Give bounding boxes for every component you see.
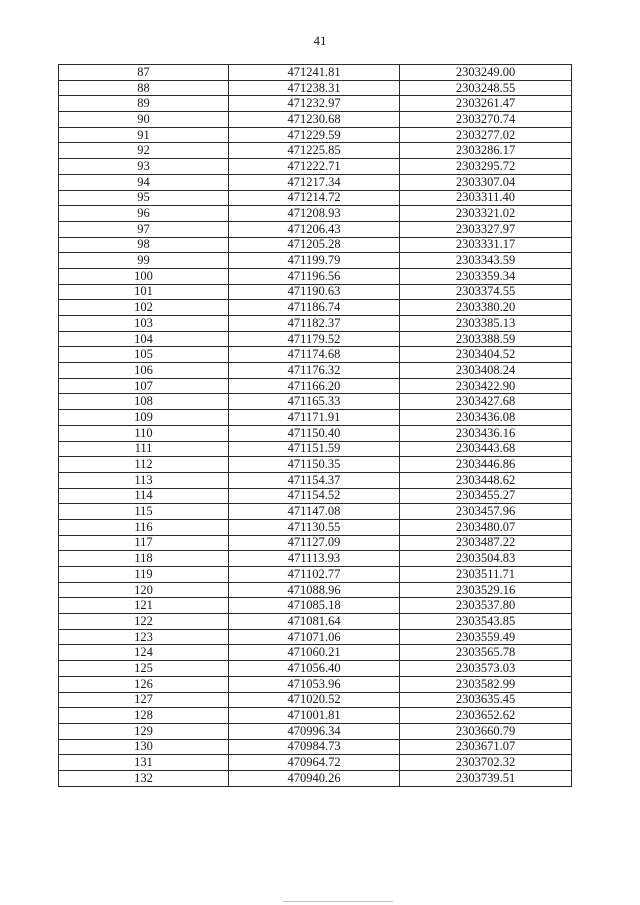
table-row [59, 65, 572, 81]
point-number-cell: 111 [59, 441, 229, 457]
x-coordinate-cell: 471085.18 [229, 598, 400, 614]
point-number-cell: 103 [59, 316, 229, 332]
y-coordinate-cell: 2303307.04 [400, 174, 572, 190]
x-coordinate-cell: 471232.97 [229, 96, 400, 112]
x-coordinate-cell: 470940.26 [229, 770, 400, 786]
x-coordinate-cell: 471102.77 [229, 567, 400, 583]
point-number-cell: 107 [59, 378, 229, 394]
y-coordinate-cell: 2303457.96 [400, 504, 572, 520]
point-number-cell: 132 [59, 770, 229, 786]
y-coordinate-cell: 2303380.20 [400, 300, 572, 316]
table-row [59, 472, 572, 488]
point-number-cell: 128 [59, 708, 229, 724]
y-coordinate-cell: 2303448.62 [400, 472, 572, 488]
table-row [59, 159, 572, 175]
y-coordinate-cell: 2303422.90 [400, 378, 572, 394]
x-coordinate-cell: 471190.63 [229, 284, 400, 300]
x-coordinate-cell: 471151.59 [229, 441, 400, 457]
table-row [59, 425, 572, 441]
table-row [59, 127, 572, 143]
y-coordinate-cell: 2303652.62 [400, 708, 572, 724]
coordinates-table-body [59, 65, 572, 787]
x-coordinate-cell: 471127.09 [229, 535, 400, 551]
table-row [59, 770, 572, 786]
x-coordinate-cell: 471113.93 [229, 551, 400, 567]
x-coordinate-cell: 471241.81 [229, 65, 400, 81]
point-number-cell: 110 [59, 425, 229, 441]
y-coordinate-cell: 2303455.27 [400, 488, 572, 504]
y-coordinate-cell: 2303436.08 [400, 410, 572, 426]
x-coordinate-cell: 471199.79 [229, 253, 400, 269]
point-number-cell: 108 [59, 394, 229, 410]
x-coordinate-cell: 471208.93 [229, 206, 400, 222]
y-coordinate-cell: 2303311.40 [400, 190, 572, 206]
x-coordinate-cell: 471174.68 [229, 347, 400, 363]
x-coordinate-cell: 471171.91 [229, 410, 400, 426]
y-coordinate-cell: 2303660.79 [400, 723, 572, 739]
point-number-cell: 100 [59, 268, 229, 284]
point-number-cell: 125 [59, 661, 229, 677]
point-number-cell: 124 [59, 645, 229, 661]
table-row [59, 661, 572, 677]
point-number-cell: 106 [59, 363, 229, 379]
y-coordinate-cell: 2303359.34 [400, 268, 572, 284]
y-coordinate-cell: 2303635.45 [400, 692, 572, 708]
point-number-cell: 89 [59, 96, 229, 112]
y-coordinate-cell: 2303404.52 [400, 347, 572, 363]
point-number-cell: 123 [59, 629, 229, 645]
x-coordinate-cell: 471166.20 [229, 378, 400, 394]
x-coordinate-cell: 470984.73 [229, 739, 400, 755]
point-number-cell: 113 [59, 472, 229, 488]
point-number-cell: 126 [59, 676, 229, 692]
point-number-cell: 102 [59, 300, 229, 316]
table-row [59, 457, 572, 473]
x-coordinate-cell: 471179.52 [229, 331, 400, 347]
point-number-cell: 112 [59, 457, 229, 473]
x-coordinate-cell: 471053.96 [229, 676, 400, 692]
table-row [59, 347, 572, 363]
table-row [59, 300, 572, 316]
table-row [59, 551, 572, 567]
point-number-cell: 95 [59, 190, 229, 206]
y-coordinate-cell: 2303343.59 [400, 253, 572, 269]
y-coordinate-cell: 2303702.32 [400, 755, 572, 771]
point-number-cell: 97 [59, 221, 229, 237]
point-number-cell: 131 [59, 755, 229, 771]
x-coordinate-cell: 471130.55 [229, 519, 400, 535]
y-coordinate-cell: 2303277.02 [400, 127, 572, 143]
table-row [59, 206, 572, 222]
y-coordinate-cell: 2303385.13 [400, 316, 572, 332]
point-number-cell: 115 [59, 504, 229, 520]
x-coordinate-cell: 471230.68 [229, 112, 400, 128]
table-row [59, 614, 572, 630]
x-coordinate-cell: 471225.85 [229, 143, 400, 159]
y-coordinate-cell: 2303511.71 [400, 567, 572, 583]
y-coordinate-cell: 2303573.03 [400, 661, 572, 677]
x-coordinate-cell: 471088.96 [229, 582, 400, 598]
x-coordinate-cell: 471214.72 [229, 190, 400, 206]
page-number: 41 [313, 33, 327, 48]
point-number-cell: 119 [59, 567, 229, 583]
table-row [59, 692, 572, 708]
point-number-cell: 104 [59, 331, 229, 347]
table-row [59, 755, 572, 771]
x-coordinate-cell: 471217.34 [229, 174, 400, 190]
y-coordinate-cell: 2303537.80 [400, 598, 572, 614]
y-coordinate-cell: 2303543.85 [400, 614, 572, 630]
x-coordinate-cell: 471147.08 [229, 504, 400, 520]
y-coordinate-cell: 2303480.07 [400, 519, 572, 535]
table-row [59, 253, 572, 269]
y-coordinate-cell: 2303671.07 [400, 739, 572, 755]
x-coordinate-cell: 471071.06 [229, 629, 400, 645]
y-coordinate-cell: 2303565.78 [400, 645, 572, 661]
table-row [59, 567, 572, 583]
x-coordinate-cell: 471196.56 [229, 268, 400, 284]
table-row [59, 221, 572, 237]
y-coordinate-cell: 2303739.51 [400, 770, 572, 786]
table-row [59, 237, 572, 253]
y-coordinate-cell: 2303446.86 [400, 457, 572, 473]
point-number-cell: 120 [59, 582, 229, 598]
x-coordinate-cell: 471001.81 [229, 708, 400, 724]
y-coordinate-cell: 2303559.49 [400, 629, 572, 645]
point-number-cell: 109 [59, 410, 229, 426]
point-number-cell: 99 [59, 253, 229, 269]
point-number-cell: 130 [59, 739, 229, 755]
y-coordinate-cell: 2303249.00 [400, 65, 572, 81]
table-row [59, 519, 572, 535]
point-number-cell: 98 [59, 237, 229, 253]
point-number-cell: 105 [59, 347, 229, 363]
point-number-cell: 92 [59, 143, 229, 159]
table-row [59, 394, 572, 410]
x-coordinate-cell: 471081.64 [229, 614, 400, 630]
table-row [59, 268, 572, 284]
x-coordinate-cell: 471020.52 [229, 692, 400, 708]
table-row [59, 96, 572, 112]
y-coordinate-cell: 2303261.47 [400, 96, 572, 112]
point-number-cell: 117 [59, 535, 229, 551]
x-coordinate-cell: 471205.28 [229, 237, 400, 253]
y-coordinate-cell: 2303408.24 [400, 363, 572, 379]
y-coordinate-cell: 2303374.55 [400, 284, 572, 300]
point-number-cell: 93 [59, 159, 229, 175]
table-row [59, 143, 572, 159]
table-row [59, 190, 572, 206]
point-number-cell: 129 [59, 723, 229, 739]
point-number-cell: 127 [59, 692, 229, 708]
y-coordinate-cell: 2303331.17 [400, 237, 572, 253]
y-coordinate-cell: 2303327.97 [400, 221, 572, 237]
y-coordinate-cell: 2303427.68 [400, 394, 572, 410]
x-coordinate-cell: 471206.43 [229, 221, 400, 237]
table-row [59, 488, 572, 504]
x-coordinate-cell: 471154.52 [229, 488, 400, 504]
point-number-cell: 87 [59, 65, 229, 81]
point-number-cell: 96 [59, 206, 229, 222]
x-coordinate-cell: 471186.74 [229, 300, 400, 316]
y-coordinate-cell: 2303295.72 [400, 159, 572, 175]
y-coordinate-cell: 2303436.16 [400, 425, 572, 441]
y-coordinate-cell: 2303529.16 [400, 582, 572, 598]
point-number-cell: 121 [59, 598, 229, 614]
x-coordinate-cell: 471150.40 [229, 425, 400, 441]
y-coordinate-cell: 2303321.02 [400, 206, 572, 222]
point-number-cell: 88 [59, 80, 229, 96]
point-number-cell: 101 [59, 284, 229, 300]
x-coordinate-cell: 471238.31 [229, 80, 400, 96]
y-coordinate-cell: 2303582.99 [400, 676, 572, 692]
point-number-cell: 94 [59, 174, 229, 190]
x-coordinate-cell: 471229.59 [229, 127, 400, 143]
table-row [59, 739, 572, 755]
table-row [59, 535, 572, 551]
y-coordinate-cell: 2303388.59 [400, 331, 572, 347]
x-coordinate-cell: 471176.32 [229, 363, 400, 379]
table-row [59, 284, 572, 300]
table-row [59, 676, 572, 692]
table-row [59, 174, 572, 190]
table-row [59, 80, 572, 96]
table-row [59, 582, 572, 598]
table-row [59, 708, 572, 724]
table-row [59, 363, 572, 379]
table-row [59, 645, 572, 661]
point-number-cell: 91 [59, 127, 229, 143]
table-row [59, 598, 572, 614]
scan-edge-line [283, 901, 393, 902]
x-coordinate-cell: 470964.72 [229, 755, 400, 771]
x-coordinate-cell: 471060.21 [229, 645, 400, 661]
point-number-cell: 118 [59, 551, 229, 567]
point-number-cell: 116 [59, 519, 229, 535]
point-number-cell: 114 [59, 488, 229, 504]
table-row [59, 316, 572, 332]
table-row [59, 378, 572, 394]
x-coordinate-cell: 471150.35 [229, 457, 400, 473]
y-coordinate-cell: 2303443.68 [400, 441, 572, 457]
x-coordinate-cell: 470996.34 [229, 723, 400, 739]
x-coordinate-cell: 471165.33 [229, 394, 400, 410]
point-number-cell: 122 [59, 614, 229, 630]
table-row [59, 504, 572, 520]
x-coordinate-cell: 471222.71 [229, 159, 400, 175]
x-coordinate-cell: 471182.37 [229, 316, 400, 332]
table-row [59, 629, 572, 645]
y-coordinate-cell: 2303504.83 [400, 551, 572, 567]
point-number-cell: 90 [59, 112, 229, 128]
table-row [59, 112, 572, 128]
x-coordinate-cell: 471056.40 [229, 661, 400, 677]
coordinates-table [58, 64, 572, 787]
table-row [59, 331, 572, 347]
y-coordinate-cell: 2303270.74 [400, 112, 572, 128]
x-coordinate-cell: 471154.37 [229, 472, 400, 488]
table-row [59, 441, 572, 457]
y-coordinate-cell: 2303286.17 [400, 143, 572, 159]
y-coordinate-cell: 2303487.22 [400, 535, 572, 551]
table-row [59, 723, 572, 739]
y-coordinate-cell: 2303248.55 [400, 80, 572, 96]
table-row [59, 410, 572, 426]
